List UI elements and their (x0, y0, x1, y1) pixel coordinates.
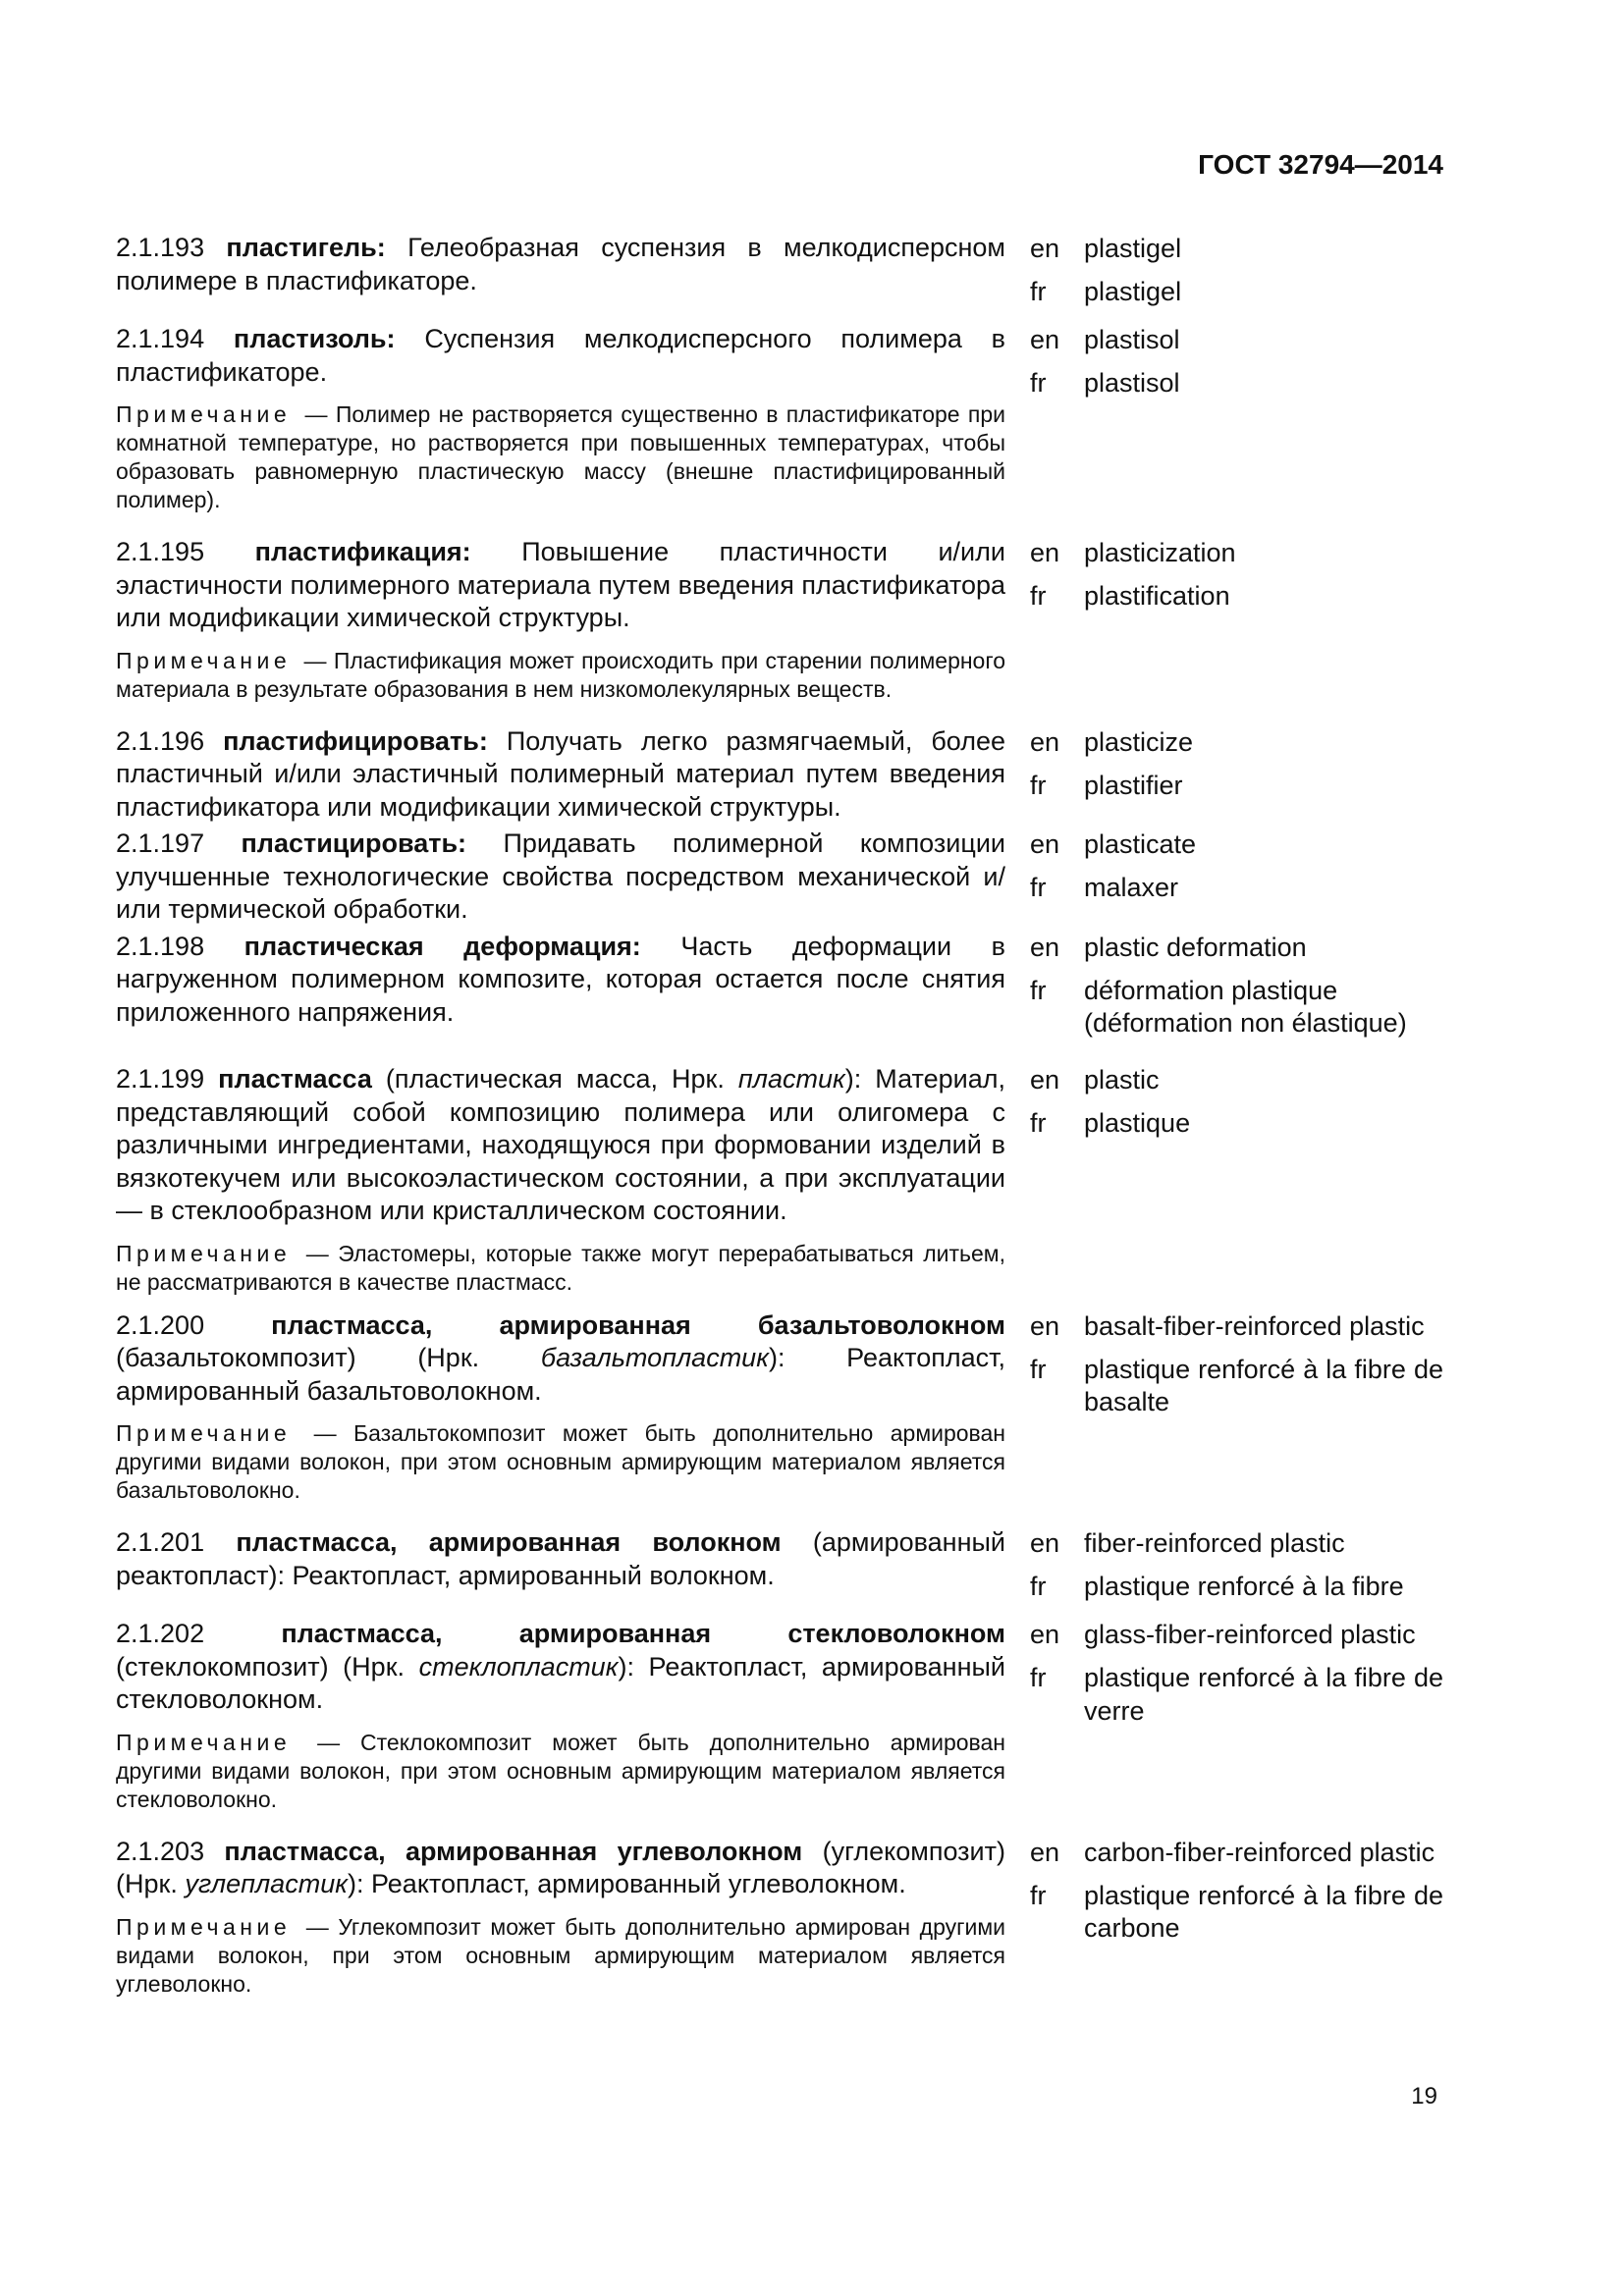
term-name: пластмасса, армированная волокном (236, 1527, 782, 1557)
definition (116, 1063, 1005, 1228)
definition (116, 536, 1005, 635)
definition-column (116, 725, 1005, 825)
definition (116, 1618, 1005, 1717)
term-number: 2.1.199 (116, 1064, 205, 1094)
equivalent-term: plastique renforcé à la fibre (1084, 1572, 1404, 1601)
equivalent-term: plasticate (1084, 829, 1197, 859)
equivalent-fr (1030, 367, 1443, 400)
equivalent-fr (1030, 276, 1443, 309)
equivalents-column (1005, 1309, 1443, 1506)
note-label: Примечание (116, 1729, 292, 1755)
note-dash: — (303, 647, 327, 673)
definition-column (116, 1063, 1005, 1297)
lang-code: en (1030, 829, 1060, 859)
definition-pre: (пластическая масса, Нрк. (385, 1064, 725, 1094)
equivalents-column (1005, 828, 1443, 927)
note (116, 1419, 1005, 1505)
definition (116, 1526, 1005, 1592)
standard-code: ГОСТ 32794—2014 (1198, 149, 1443, 180)
term-number: 2.1.201 (116, 1527, 205, 1557)
equivalent-term: basalt-fiber-reinforced plastic (1084, 1310, 1425, 1341)
lang-code: fr (1030, 975, 1047, 1005)
definition-column (116, 931, 1005, 1051)
note-dash: — (305, 1913, 329, 1940)
equivalent-en (1030, 726, 1443, 760)
equivalent-en (1030, 1619, 1443, 1652)
term-entry (116, 536, 1443, 704)
definition-pre: (стеклокомпозит) (Нрк. (116, 1651, 406, 1682)
definition-text: (армированный реактопласт): Реактопласт, армированный волокном. (116, 1527, 1005, 1590)
equivalent-term: plastique (1084, 1108, 1191, 1138)
note-label: Примечание (116, 1240, 292, 1266)
lang-code: en (1030, 1310, 1060, 1341)
lang-code: fr (1030, 1880, 1047, 1910)
equivalents-column (1005, 1618, 1443, 1814)
equivalents-column (1005, 1063, 1443, 1297)
lang-code: en (1030, 234, 1060, 263)
term-number: 2.1.202 (116, 1619, 205, 1648)
equivalent-fr (1030, 872, 1443, 905)
note-dash: — (304, 401, 328, 427)
equivalent-en (1030, 1527, 1443, 1561)
lang-code: fr (1030, 1354, 1047, 1384)
note (116, 1913, 1005, 1999)
term-entry (116, 828, 1443, 927)
definition-column (116, 1618, 1005, 1814)
definition (116, 323, 1005, 389)
equivalent-term: carbon-fiber-reinforced plastic (1084, 1837, 1435, 1867)
term-name: пластмасса, армированная углеволокном (224, 1836, 803, 1866)
note-dash: — (313, 1420, 337, 1446)
equivalent-term: plasticize (1084, 726, 1194, 757)
term-number: 2.1.197 (116, 828, 205, 858)
equivalent-fr (1030, 1107, 1443, 1141)
definition-text: Получать легко размягчаемый, более пластичный и/или эластичный полимерный материал путем введения пластификатора или модификации химической структуры. (116, 725, 1005, 822)
note-text: Базальтокомпозит может быть дополнительно армирован другими видами волокон, при этом основным армирующим материалом является базальтоволокно. (116, 1420, 1006, 1503)
definition-pre: (базальтокомпозит) (Нрк. (116, 1343, 480, 1372)
deprecated-term: пластик (737, 1064, 845, 1094)
term-number: 2.1.193 (116, 233, 205, 262)
term-entry (116, 1309, 1443, 1506)
definition-pre: (углекомпозит) (Нрк. (116, 1836, 1005, 1898)
equivalent-term: plastisol (1084, 368, 1180, 398)
term-name: пластицировать: (241, 828, 467, 858)
deprecated-term: базальтопластик (540, 1343, 769, 1372)
equivalent-term: glass-fiber-reinforced plastic (1084, 1620, 1416, 1649)
note-dash: — (305, 1240, 329, 1266)
lang-code: fr (1030, 1572, 1047, 1601)
equivalent-term: plastique renforcé à la fibre de verre (1084, 1663, 1443, 1726)
lang-code: en (1030, 538, 1060, 567)
equivalent-term: plastique renforcé à la fibre de carbone (1084, 1880, 1443, 1943)
term-entries (116, 232, 1443, 2011)
term-name: пластмасса (218, 1064, 372, 1094)
equivalent-term: déformation plastique (déformation non élastique) (1084, 975, 1407, 1038)
term-entry (116, 1836, 1443, 1999)
definition-text: Повышение пластичности и/или эластичности полимерного материала путем введения пластификатора или модификации химической структуры. (116, 537, 1005, 632)
note-text: Углекомпозит может быть дополнительно армирован другими видами волокон, при этом основным армирующим материалом является углеволокно. (116, 1913, 1006, 1997)
lang-code: fr (1030, 770, 1047, 800)
equivalent-term: plastification (1084, 581, 1230, 611)
equivalent-fr (1030, 1571, 1443, 1604)
definition (116, 1309, 1005, 1409)
definition-column (116, 1309, 1005, 1506)
lang-code: en (1030, 1620, 1060, 1649)
note-label: Примечание (116, 1913, 292, 1940)
term-entry (116, 931, 1443, 1051)
term-name: пластификация: (254, 537, 471, 566)
lang-code: fr (1030, 581, 1047, 611)
equivalent-term: plastic deformation (1084, 932, 1307, 962)
deprecated-term: стеклопластик (418, 1651, 619, 1682)
equivalents-column (1005, 323, 1443, 514)
equivalent-term: plasticization (1084, 538, 1236, 567)
term-entry (116, 1063, 1443, 1297)
lang-code: fr (1030, 1108, 1047, 1138)
term-number: 2.1.200 (116, 1309, 205, 1340)
note-text: Полимер не растворяется существенно в пластификаторе при комнатной температуре, но растворяется при повышенных температурах, чтобы образовать равномерную пластическую массу (внешне пластифицированный полимер). (116, 401, 1006, 512)
equivalent-term: plastisol (1084, 325, 1180, 354)
equivalent-fr (1030, 975, 1443, 1041)
equivalent-term: plastigel (1084, 234, 1182, 263)
equivalent-term: plastigel (1084, 277, 1182, 306)
definition (116, 232, 1005, 297)
equivalent-term: plastic (1084, 1065, 1160, 1095)
term-entry (116, 725, 1443, 825)
note (116, 1240, 1005, 1297)
page-number: 19 (1411, 2083, 1437, 2109)
equivalent-en (1030, 233, 1443, 266)
lang-code: en (1030, 1065, 1060, 1095)
definition (116, 931, 1005, 1030)
note-dash: — (317, 1729, 341, 1755)
note-text: Пластификация может происходить при старении полимерного материала в результате образования в нем низкомолекулярных веществ. (116, 647, 1006, 702)
term-name: пластизоль: (233, 324, 396, 353)
term-name: пластмасса, армированная базальтоволокном (271, 1309, 1005, 1340)
definition-text: ): Реактопласт, армированный углеволокном. (347, 1869, 906, 1898)
term-name: пластифицировать: (223, 725, 488, 756)
definition-column (116, 323, 1005, 514)
lang-code: fr (1030, 368, 1047, 398)
equivalent-en (1030, 537, 1443, 570)
lang-code: fr (1030, 1663, 1047, 1692)
note (116, 400, 1005, 514)
term-entry (116, 1618, 1443, 1814)
note-label: Примечание (116, 647, 292, 673)
lang-code: en (1030, 932, 1060, 962)
term-number: 2.1.195 (116, 537, 205, 566)
equivalent-en (1030, 1310, 1443, 1344)
definition-text: Часть деформации в нагруженном полимерном композите, которая остается после снятия приложенного напряжения. (116, 931, 1005, 1027)
equivalents-column (1005, 725, 1443, 825)
note (116, 647, 1005, 704)
definition-column (116, 828, 1005, 927)
equivalent-term: plastique renforcé à la fibre de basalte (1084, 1354, 1443, 1416)
lang-code: en (1030, 726, 1060, 757)
equivalents-column (1005, 232, 1443, 319)
equivalent-fr (1030, 1354, 1443, 1419)
lang-code: en (1030, 1528, 1060, 1558)
equivalent-fr (1030, 1662, 1443, 1728)
term-number: 2.1.196 (116, 725, 205, 756)
equivalent-en (1030, 828, 1443, 862)
lang-code: en (1030, 1837, 1060, 1867)
equivalent-en (1030, 1837, 1443, 1870)
definition-text: Придавать полимерной композиции улучшенные технологические свойства посредством механической и/или термической обработки. (116, 828, 1005, 924)
equivalents-column (1005, 536, 1443, 704)
term-number: 2.1.198 (116, 931, 205, 961)
definition-text: Суспензия мелкодисперсного полимера в пластификаторе. (116, 324, 1005, 387)
equivalents-column (1005, 1836, 1443, 1999)
term-entry (116, 323, 1443, 514)
lang-code: en (1030, 325, 1060, 354)
equivalents-column (1005, 931, 1443, 1051)
term-entry (116, 232, 1443, 319)
note-text: Стеклокомпозит может быть дополнительно армирован другими видами волокон, при этом основным армирующим материалом является стекловолокно. (116, 1729, 1005, 1812)
note-label: Примечание (116, 1420, 292, 1446)
lang-code: fr (1030, 277, 1047, 306)
equivalent-fr (1030, 580, 1443, 614)
term-number: 2.1.203 (116, 1836, 205, 1866)
note (116, 1729, 1005, 1814)
definition-column (116, 536, 1005, 704)
term-name: пластигель: (226, 233, 386, 262)
definition-column (116, 232, 1005, 319)
definition (116, 725, 1005, 825)
definition-column (116, 1836, 1005, 1999)
deprecated-term: углепластик (185, 1869, 348, 1898)
lang-code: fr (1030, 873, 1047, 902)
equivalent-en (1030, 324, 1443, 357)
equivalent-term: malaxer (1084, 873, 1179, 902)
equivalent-en (1030, 932, 1443, 965)
definition-text: ): Реактопласт, армированный базальтоволокном. (116, 1343, 1005, 1406)
note-text: Эластомеры, которые также могут перерабатываться литьем, не рассматриваются в качестве пластмасс. (116, 1240, 1006, 1295)
equivalent-term: fiber-reinforced plastic (1084, 1528, 1345, 1558)
term-name: пластмасса, армированная стекловолокном (281, 1619, 1005, 1648)
definition (116, 828, 1005, 927)
note-label: Примечание (116, 401, 292, 427)
equivalent-fr (1030, 770, 1443, 803)
equivalent-term: plastifier (1084, 770, 1183, 800)
definition-text: ): Материал, представляющий собой композицию полимера или олигомера с различными ингредиентами, находящуюся при формовании изделий в вязкотекучем или высокоэластическом состоянии, а при эксплуатации — в стеклообразном или кристаллическом состоянии. (116, 1064, 1005, 1225)
equivalent-en (1030, 1064, 1443, 1097)
definition-text: ): Реактопласт, армированный стекловолокном. (116, 1651, 1005, 1714)
term-name: пластическая деформация: (244, 931, 641, 961)
definition (116, 1836, 1005, 1901)
term-entry (116, 1526, 1443, 1614)
equivalents-column (1005, 1526, 1443, 1614)
definition-text: Гелеобразная суспензия в мелкодисперсном полимере в пластификаторе. (116, 233, 1005, 295)
equivalent-fr (1030, 1880, 1443, 1946)
term-number: 2.1.194 (116, 324, 205, 353)
definition-column (116, 1526, 1005, 1614)
